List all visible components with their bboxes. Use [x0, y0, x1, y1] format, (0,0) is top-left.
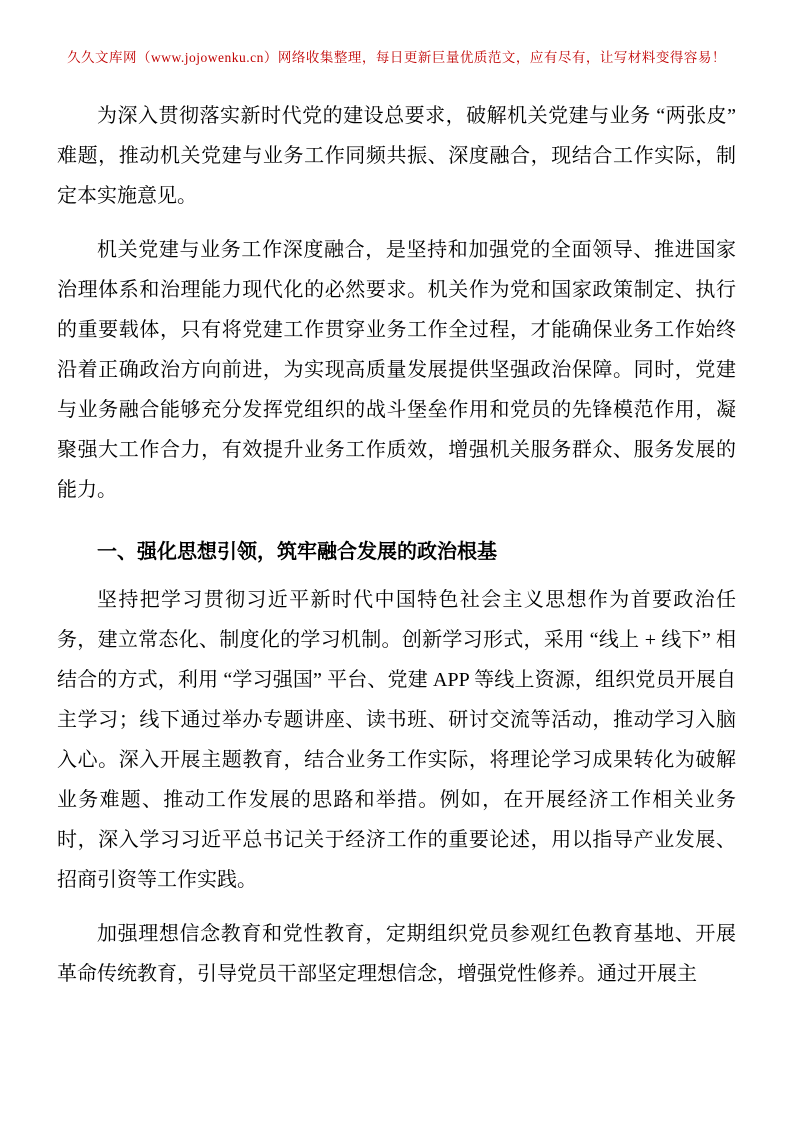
paragraph-significance: 机关党建与业务工作深度融合，是坚持和加强党的全面领导、推进国家治理体系和治理能力现代化的必然要求。机关作为党和国家政策制定、执行的重要载体，只有将党建工作贯穿业务工作全过程，才能确保业务工作始终沿着正确政治方向前进，为实现高质量发展提供坚强政治保障。同时，党建与业务融合能够充分发挥党组织的战斗堡垒作用和党员的先锋模范作用，凝聚强大工作合力，有效提升业务工作质效，增强机关服务群众、服务发展的能力。 — [57, 239, 736, 501]
section-1-paragraph-1: 坚持把学习贯彻习近平新时代中国特色社会主义思想作为首要政治任务，建立常态化、制度化的学习机制。创新学习形式，采用 “线上 + 线下” 相结合的方式，利用 “学习强国” 平台、党建 APP 等线上资源，组织党员开展自主学习；线下通过举办专题讲座、读书班、研讨交流等活动，推动学习入脑入心。深入开展主题教育，结合业务工作实际，将理论学习成果转化为破解业务难题、推动工作发展的思路和举措。例如，在开展经济工作相关业务时，深入学习习近平总书记关于经济工作的重要论述，用以指导产业发展、招商引资等工作实践。 — [57, 589, 736, 891]
section-1-paragraph-2-truncated: 加强理想信念教育和党性教育，定期组织党员参观红色教育基地、开展革命传统教育，引导党员干部坚定理想信念，增强党性修养。通过开展主 — [57, 923, 736, 985]
header-notice: 久久文库网（www.jojowenku.cn）网络收集整理，每日更新巨量优质范文，应有尽有，让写材料变得容易！ — [67, 50, 726, 65]
section-1-heading: 一、强化思想引领，筑牢融合发展的政治根基 — [97, 541, 497, 563]
document-body — [57, 96, 736, 994]
paragraph-intro: 为深入贯彻落实新时代党的建设总要求，破解机关党建与业务 “两张皮” 难题，推动机关党建与业务工作同频共振、深度融合，现结合工作实际，制定本实施意见。 — [57, 105, 736, 207]
